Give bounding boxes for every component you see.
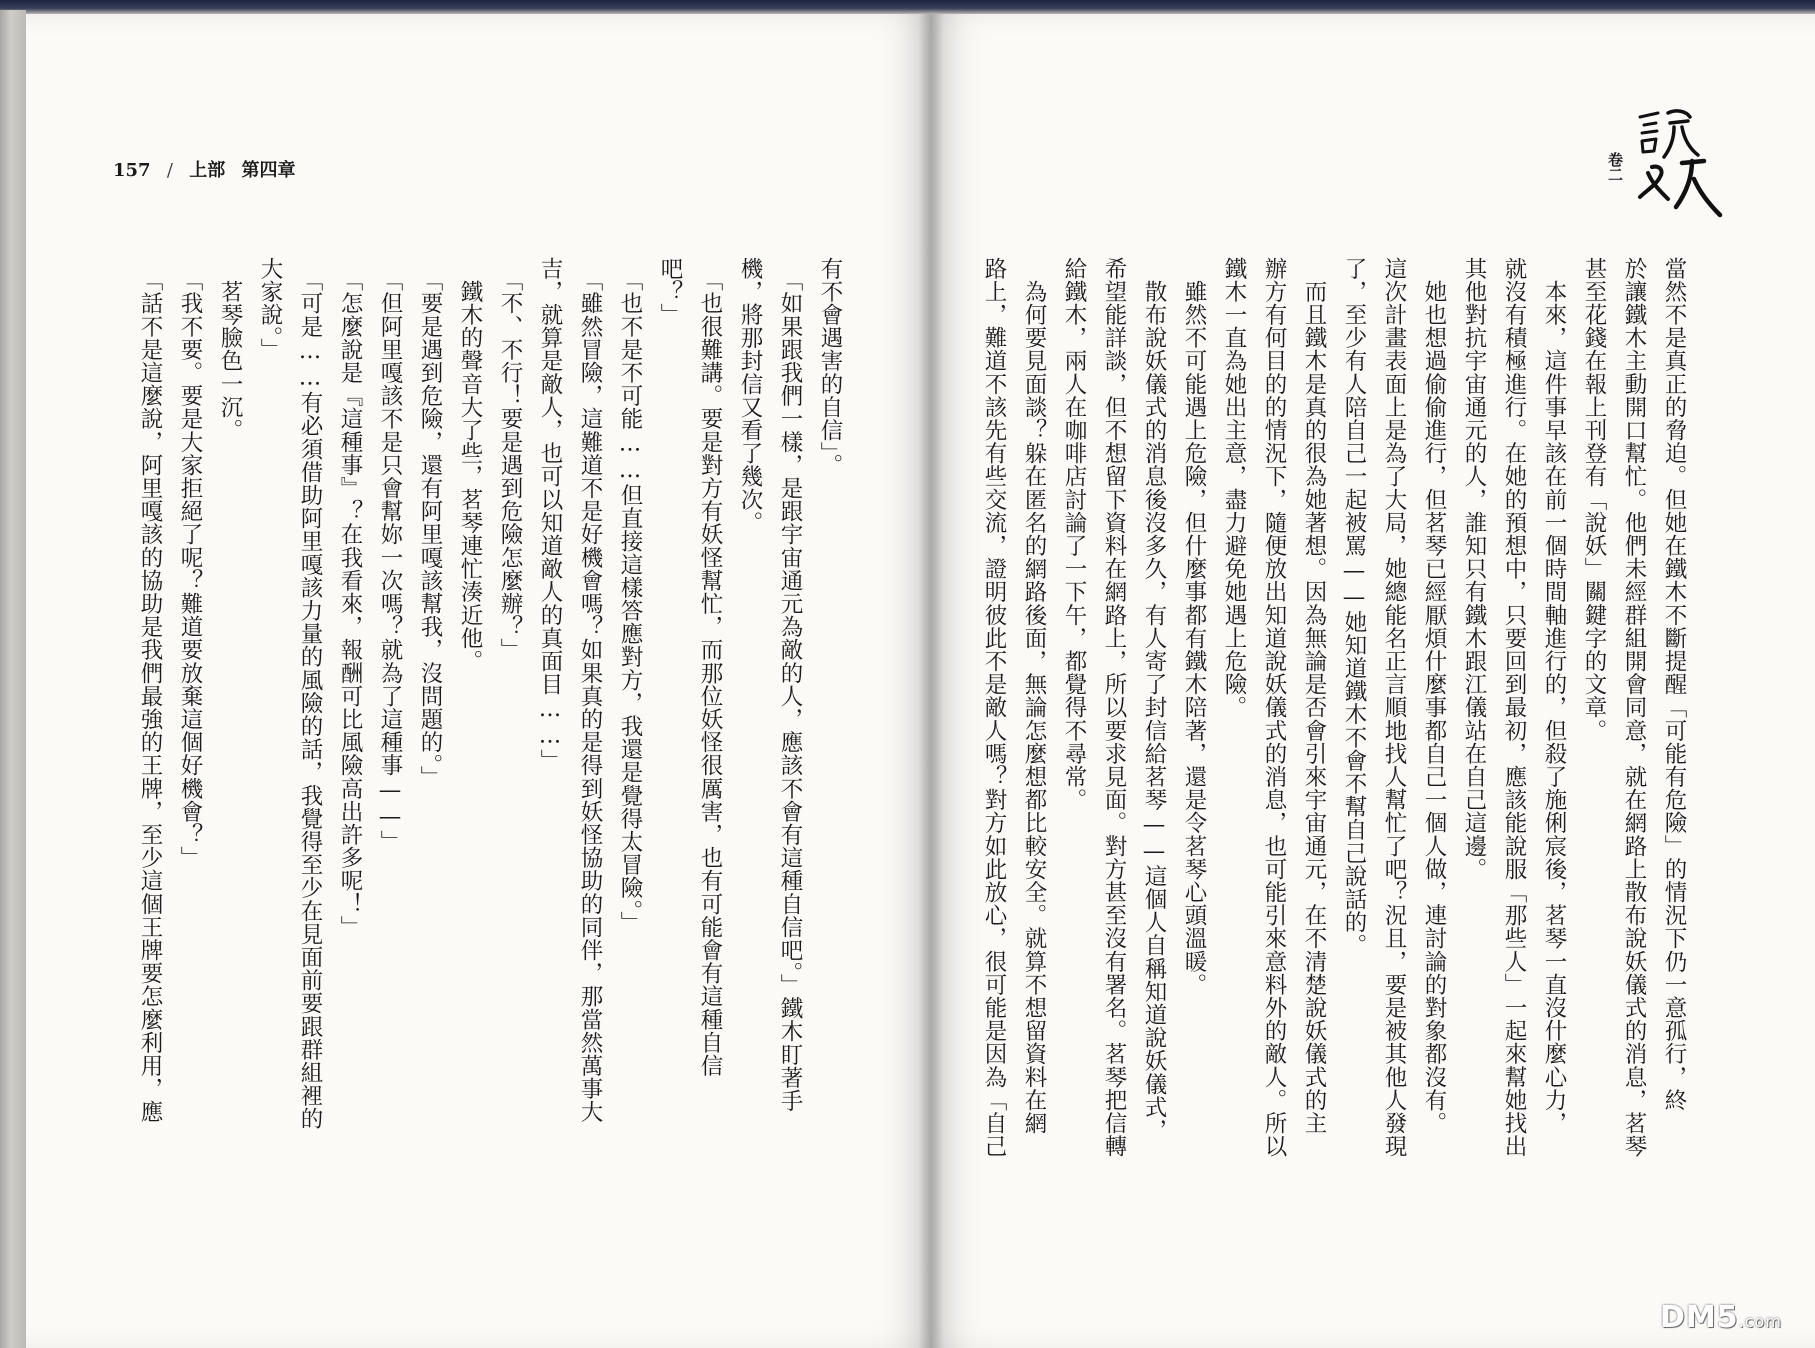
- text-line: 了，至少有人陪自己一起被罵——她知道鐵木不會不幫自己說話的。: [1341, 257, 1367, 957]
- part-title: 上部: [189, 160, 226, 181]
- text-line: 吉，就算是敵人，也可以知道敵人的真面目……」: [537, 257, 563, 773]
- text-line: 鐵木的聲音大了些，茗琴連忙湊近他。: [457, 257, 483, 673]
- text-line: 她也想過偷偷進行，但茗琴已經厭煩什麼事都自己一個人做，連討論的對象都沒有。: [1421, 257, 1447, 1135]
- right-page-body: [972, 257, 1694, 1317]
- text-line: 「可是……有必須借助阿里嘎該力量的風險的話，我覺得至少在見面前要跟群組裡的: [297, 257, 323, 1131]
- text-line: 這次計畫表面上是為了大局，她總能名正言順地找人幫忙了吧？況且，要是被其他人發現: [1381, 257, 1407, 1158]
- site-watermark: [1660, 1300, 1782, 1335]
- text-line: 於讓鐵木主動開口幫忙。他們未經群組開會同意，就在網路上散布說妖儀式的消息，茗琴: [1621, 257, 1647, 1158]
- chapter-title: 第四章: [241, 160, 296, 181]
- text-line: 當然不是真正的脅迫。但她在鐵木不斷提醒「可能有危險」的情況下仍一意孤行，終: [1661, 257, 1687, 1112]
- text-line: 就沒有積極進行。在她的預想中，只要回到最初，應該能說服「那些人」一起來幫她找出: [1501, 257, 1527, 1158]
- book-gutter: [918, 14, 944, 1348]
- page-top-edge: [0, 0, 1815, 14]
- page-stack-edge: [0, 10, 26, 1348]
- text-line: 辦方有何目的的情況下，隨便放出知道說妖儀式的消息，也可能引來意料外的敵人。所以: [1261, 257, 1287, 1158]
- text-line: 吧？」: [657, 257, 683, 327]
- text-line: 其他對抗宇宙通元的人，誰知只有鐵木跟江儀站在自己這邊。: [1461, 257, 1487, 881]
- text-line: 「不、不行！要是遇到危險怎麼辦？」: [497, 257, 523, 662]
- text-line: 有不會遇害的自信」。: [817, 257, 843, 477]
- page-number: 157: [113, 160, 151, 181]
- text-line: 甚至花錢在報上刊登有「說妖」關鍵字的文章。: [1581, 257, 1607, 743]
- watermark-suffix: .com: [1738, 1312, 1782, 1331]
- text-line: 散布說妖儀式的消息後沒多久，有人寄了封信給茗琴——這個人自稱知道說妖儀式，: [1141, 257, 1167, 1142]
- text-line: 鐵木一直為她出主意，盡力避免她遇上危險。: [1221, 257, 1247, 719]
- text-line: 路上，難道不該先有些交流，證明彼此不是敵人嗎？對方如此放心，很可能是因為「自己: [981, 257, 1007, 1158]
- text-line: 「但阿里嘎該不是只會幫妳一次嗎？就為了這種事——」: [377, 257, 403, 854]
- watermark-brand: DM5: [1660, 1300, 1739, 1335]
- title-logo-icon: [1630, 105, 1730, 225]
- text-line: 「要是遇到危險，還有阿里嘎該幫我，沒問題的。」: [417, 257, 443, 789]
- text-line: 機，將那封信又看了幾次。: [737, 257, 763, 535]
- text-line: 本來，這件事早該在前一個時間軸進行的，但殺了施俐宸後，茗琴一直沒什麼心力，: [1541, 257, 1567, 1135]
- text-line: 「我不要。要是大家拒絕了呢？難道要放棄這個好機會？」: [177, 257, 203, 870]
- volume-label: 卷二: [1606, 152, 1624, 182]
- text-line: 雖然不可能遇上危險，但什麼事都有鐵木陪著，還是令茗琴心頭溫暖。: [1181, 257, 1207, 997]
- text-line: 「如果跟我們一樣，是跟宇宙通元為敵的人，應該不會有這種自信吧。」鐵木盯著手: [777, 257, 803, 1113]
- running-header: [113, 156, 306, 182]
- text-line: 「也不是不可能……但直接這樣答應對方，我還是覺得太冒險。」: [617, 257, 643, 935]
- text-line: 給鐵木，兩人在咖啡店討論了一下午，都覺得不尋常。: [1061, 257, 1087, 812]
- text-line: 大家說。」: [257, 257, 283, 362]
- header-separator: /: [166, 160, 173, 181]
- text-line: 「雖然冒險，這難道不是好機會嗎？如果真的是得到妖怪協助的同伴，那當然萬事大: [577, 257, 603, 1124]
- text-line: 為何要見面談？躲在匿名的網路後面，無論怎麼想都比較安全。就算不想留資料在網: [1021, 257, 1047, 1135]
- text-line: 而且鐵木是真的很為她著想。因為無論是否會引來宇宙通元，在不清楚說妖儀式的主: [1301, 257, 1327, 1135]
- text-line: 「怎麼說是『這種事』？在我看來，報酬可比風險高出許多呢！」: [337, 257, 363, 939]
- text-line: 茗琴臉色一沉。: [217, 257, 243, 442]
- text-line: 「話不是這麼說，阿里嘎該的協助是我們最強的王牌，至少這個王牌要怎麼利用，應: [137, 257, 163, 1124]
- text-line: 「也很難講。要是對方有妖怪幫忙，而那位妖怪很厲害，也有可能會有這種自信: [697, 257, 723, 1078]
- text-line: 希望能詳談，但不想留下資料在網路上，所以要求見面。對方甚至沒有署名。茗琴把信轉: [1101, 257, 1127, 1158]
- left-page-body: [130, 257, 850, 1317]
